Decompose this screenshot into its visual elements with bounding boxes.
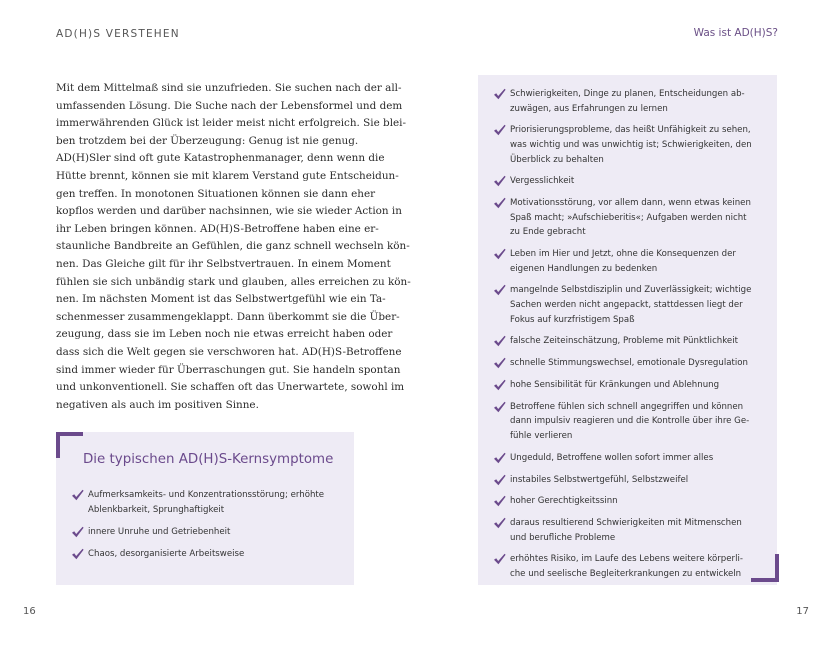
checkmark-icon: [493, 197, 506, 209]
symptom-list: [71, 488, 351, 569]
core-symptoms-box: [56, 432, 354, 585]
checkmark-icon: [71, 526, 84, 538]
list-item-text: Priorisierungsprobleme, das heißt Unfähigkeit zu sehen,: [510, 125, 751, 136]
body-text-line: Hütte brennt, können sie mit klarem Verstand gute Entscheidun-: [56, 169, 399, 182]
list-item-text: Überblick zu behalten: [510, 154, 604, 165]
running-head: Was ist AD(H)S?: [693, 27, 778, 39]
list-item-text: zu Ende gebracht: [510, 227, 586, 238]
list-item-text: Ungeduld, Betroffene wollen sofort immer alles: [510, 452, 714, 463]
list-item: [493, 494, 773, 509]
list-item-text: fühle verlieren: [510, 430, 573, 441]
list-item: [493, 400, 773, 444]
list-item-text: schnelle Stimmungswechsel, emotionale Dysregulation: [510, 358, 748, 369]
checkmark-icon: [493, 474, 506, 486]
corner-bracket-decoration: [751, 554, 779, 582]
right-page: [416, 0, 833, 648]
body-text-line: zeugung, dass sie im Leben noch nie etwas erreicht haben oder: [56, 328, 393, 341]
list-item-text: erhöhtes Risiko, im Laufe des Lebens weitere körperli-: [510, 554, 743, 565]
checkmark-icon: [493, 175, 506, 187]
running-head: AD(H)S VERSTEHEN: [56, 28, 180, 40]
list-item-text: daraus resultierend Schwierigkeiten mit Mitmenschen: [510, 518, 742, 529]
body-text-line: kopflos werden und darüber nachsinnen, wie sie wieder Action in: [56, 205, 402, 218]
list-item-text: Vergesslichkeit: [510, 176, 575, 187]
body-text-line: negativen als auch im positiven Sinne.: [56, 398, 259, 411]
checkmark-icon: [493, 88, 506, 100]
page-number: 17: [796, 606, 809, 617]
body-text-line: umfassenden Lösung. Die Suche nach der Lebensformel und dem: [56, 99, 403, 112]
list-item: [493, 451, 773, 466]
list-item: [493, 356, 773, 371]
body-text-line: nen. Im nächsten Moment ist das Selbstwertgefühl wie ein Ta-: [56, 293, 386, 306]
body-text-line: ben trotzdem bei der Überzeugung: Genug ist nie genug.: [56, 134, 359, 147]
checkmark-icon: [493, 284, 506, 296]
body-text-line: fühlen sie sich unbändig stark und glauben, alles erreichen zu kön-: [56, 275, 411, 288]
body-text-line: gen treffen. In monotonen Situationen können sie dann eher: [56, 187, 376, 200]
list-item: [493, 196, 773, 240]
checkmark-icon: [493, 379, 506, 391]
symptom-list: [493, 87, 773, 589]
checkmark-icon: [493, 401, 506, 413]
body-text-line: Mit dem Mittelmaß sind sie unzufrieden. Sie suchen nach der all-: [56, 82, 402, 94]
body-text-line: und unkonventionell. Sie schaffen oft das Unerwartete, sowohl im: [56, 381, 405, 394]
list-item-text: Chaos, desorganisierte Arbeitsweise: [88, 548, 245, 559]
list-item-text: und berufliche Probleme: [510, 532, 616, 543]
list-item: [493, 552, 773, 581]
checkmark-icon: [493, 517, 506, 529]
symptoms-continued-box: [478, 75, 777, 585]
checkmark-icon: [493, 553, 506, 565]
body-text: [56, 80, 411, 414]
body-text-line: AD(H)Sler sind oft gute Katastrophenmanager, denn wenn die: [56, 152, 385, 165]
body-text-line: nen. Das Gleiche gilt für ihr Selbstvertrauen. In einem Moment: [56, 257, 391, 270]
list-item-text: Motivationsstörung, vor allem dann, wenn etwas keinen: [510, 198, 751, 209]
body-text-line: schenmesser zusammengeklappt. Dann überkommt sie die Über-: [56, 310, 400, 323]
list-item-text: Ablenkbarkeit, Sprunghaftigkeit: [88, 504, 225, 515]
body-text-line: immerwährenden Glück ist leider meist nicht erfolgreich. Sie blei-: [56, 117, 407, 130]
list-item-text: innere Unruhe und Getriebenheit: [88, 526, 231, 537]
list-item-text: mangelnde Selbstdisziplin und Zuverlässigkeit; wichtige: [510, 285, 752, 296]
list-item: [71, 488, 351, 517]
checkmark-icon: [493, 335, 506, 347]
list-item-text: Sachen werden nicht angepackt, stattdessen liegt der: [510, 300, 743, 311]
list-item: [493, 87, 773, 116]
list-item-text: falsche Zeiteinschätzung, Probleme mit Pünktlichkeit: [510, 336, 738, 347]
list-item-text: instabiles Selbstwertgefühl, Selbstzweifel: [510, 474, 689, 485]
checkmark-icon: [493, 248, 506, 260]
list-item: [493, 516, 773, 545]
list-item-text: Schwierigkeiten, Dinge zu planen, Entscheidungen ab-: [510, 89, 745, 99]
list-item-text: Aufmerksamkeits- und Konzentrationsstörung; erhöhte: [88, 490, 325, 500]
checkmark-icon: [493, 452, 506, 464]
checkmark-icon: [493, 495, 506, 507]
list-item: [71, 547, 351, 562]
checkmark-icon: [71, 548, 84, 560]
list-item: [493, 334, 773, 349]
body-text-line: dass sich die Welt gegen sie verschworen hat. AD(H)S-Betroffene: [56, 345, 402, 358]
list-item-text: Spaß macht; »Aufschieberitis«; Aufgaben werden nicht: [510, 212, 747, 223]
list-item: [493, 473, 773, 488]
body-text-line: staunliche Bandbreite an Gefühlen, die ganz schnell wechseln kön-: [56, 240, 410, 253]
list-item-text: Betroffene fühlen sich schnell angegriffen und können: [510, 401, 744, 412]
checkmark-icon: [493, 357, 506, 369]
body-text-line: ihr Leben bringen können. AD(H)S-Betroffene haben eine er-: [56, 222, 379, 235]
box-title: Die typischen AD(H)S-Kernsymptome: [83, 452, 334, 467]
left-page: [0, 0, 416, 648]
body-text-line: sind immer wieder für Überraschungen gut. Sie handeln spontan: [56, 363, 401, 376]
list-item-text: eigenen Handlungen zu bedenken: [510, 263, 658, 274]
list-item-text: hohe Sensibilität für Kränkungen und Ablehnung: [510, 380, 720, 390]
checkmark-icon: [71, 489, 84, 501]
list-item-text: was wichtig und was unwichtig ist; Schwierigkeiten, den: [510, 139, 752, 150]
list-item: [493, 247, 773, 276]
checkmark-icon: [493, 124, 506, 136]
list-item-text: dann impulsiv reagieren und die Kontrolle über ihre Ge-: [510, 416, 750, 427]
list-item-text: hoher Gerechtigkeitssinn: [510, 496, 618, 507]
list-item: [493, 174, 773, 189]
list-item: [493, 283, 773, 327]
list-item: [493, 378, 773, 393]
corner-bracket-decoration: [56, 432, 83, 458]
list-item: [493, 123, 773, 167]
list-item-text: che und seelische Begleiterkrankungen zu entwickeln: [510, 569, 742, 580]
list-item-text: zuwägen, aus Erfahrungen zu lernen: [510, 103, 668, 114]
page-number: 16: [23, 606, 36, 617]
list-item: [71, 525, 351, 540]
list-item-text: Leben im Hier und Jetzt, ohne die Konsequenzen der: [510, 249, 736, 260]
list-item-text: Fokus auf kurzfristigem Spaß: [510, 314, 635, 325]
